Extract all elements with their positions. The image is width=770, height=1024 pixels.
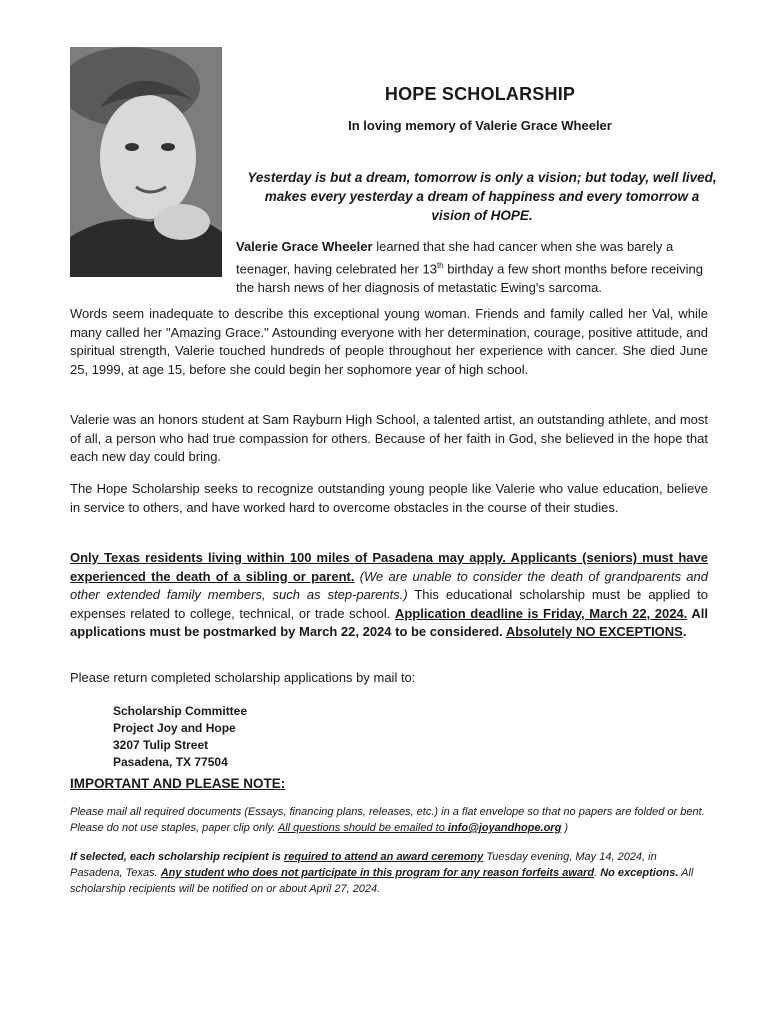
return-instructions: Please return completed scholarship applications by mail to: [70, 670, 416, 685]
memorial-quote: Yesterday is but a dream, tomorrow is only a vision; but today, well lived, makes every yesterday a dream of happiness and every tomorrow a vision of HOPE. [247, 170, 717, 223]
mailing-address [113, 703, 247, 771]
intro-text-b: birthday a few short months before receiving the harsh news of her diagnosis of metastatic Ewing's sarcoma. [236, 261, 704, 296]
memorial-subtitle: In loving memory of Valerie Grace Wheeler [348, 118, 612, 133]
mailing-note-end: ) [561, 822, 569, 834]
intro-paragraph [236, 237, 708, 297]
eligibility-usage: This educational scholarship must be applied to expenses related to college, technical, or trade school. [70, 587, 708, 621]
paragraph-about: Words seem inadequate to describe this exceptional young woman. Friends and family called her Val, while many called her "Amazing Grace." Astounding everyone with her determination, courage, positive attitude, and spiritual strength, Valerie touched hundreds of people throughout her experience with cancer. She died June 25, 1999, at age 15, before she could begin her sophomore year of high school. [70, 306, 708, 377]
ceremony-no-exceptions: No exceptions. [600, 867, 679, 879]
ceremony-required: required to attend an award ceremony [283, 851, 484, 863]
paragraph-student: Valerie was an honors student at Sam Rayburn High School, a talented artist, an outstanding athlete, and most of all, a person who had true compassion for others. Because of her faith in God, she believed in the hope that each new day could bring. [70, 412, 708, 464]
questions-note: All questions should be emailed to [277, 822, 448, 834]
eligibility-exclusion: (We are unable to consider the death of grandparents and other extended family members, such as step-parents.) [70, 568, 708, 602]
address-line-4: Pasadena, TX 77504 [113, 755, 228, 769]
contact-email[interactable]: info@joyandhope.org [447, 822, 562, 834]
intro-text-a: learned that she had cancer when she was barely a teenager, having celebrated her 13 [236, 239, 674, 277]
eligibility-paragraph [70, 549, 708, 642]
eligibility-end: . [682, 624, 687, 639]
forfeit-warning: Any student who does not participate in this program for any reason forfeits award [160, 867, 595, 879]
no-exceptions: Absolutely NO EXCEPTIONS [505, 624, 683, 639]
eligibility-requirement: Only Texas residents living within 100 miles of Pasadena may apply. Applicants (seniors) must have experienced the death of a sibling or parent. [70, 550, 708, 584]
address-line-3: 3207 Tulip Street [113, 738, 209, 752]
application-deadline: Application deadline is Friday, March 22, 2024. [394, 605, 688, 621]
mailing-note [70, 804, 708, 836]
important-heading: IMPORTANT AND PLEASE NOTE: [70, 776, 286, 791]
portrait-icon [70, 47, 222, 277]
mailing-note-text: Please mail all required documents (Essays, financing plans, releases, etc.) in a flat envelope so that no papers are folded or bent. Please do not use staples, paper clip only. [70, 806, 705, 834]
intro-name: Valerie Grace Wheeler [236, 239, 373, 254]
ceremony-note [70, 849, 708, 897]
intro-sup: th [436, 261, 444, 270]
address-line-2: Project Joy and Hope [113, 721, 236, 735]
notification-date: All scholarship recipients will be notified on or about April 27, 2024. [70, 867, 694, 895]
ceremony-text-b: . [594, 867, 601, 879]
portrait-photo [70, 47, 222, 277]
ceremony-bold-a: If selected, each scholarship recipient is [70, 851, 284, 863]
ceremony-date: Tuesday evening, May 14, 2024, in Pasadena, Texas. [70, 851, 657, 879]
page-title: HOPE SCHOLARSHIP [384, 84, 576, 104]
paragraph-purpose: The Hope Scholarship seeks to recognize outstanding young people like Valerie who value education, believe in service to others, and have worked hard to overcome obstacles in the course of their studies. [70, 481, 708, 515]
address-line-1: Scholarship Committee [113, 704, 248, 718]
postmark-requirement: All applications must be postmarked by March 22, 2024 to be considered. [70, 605, 708, 639]
